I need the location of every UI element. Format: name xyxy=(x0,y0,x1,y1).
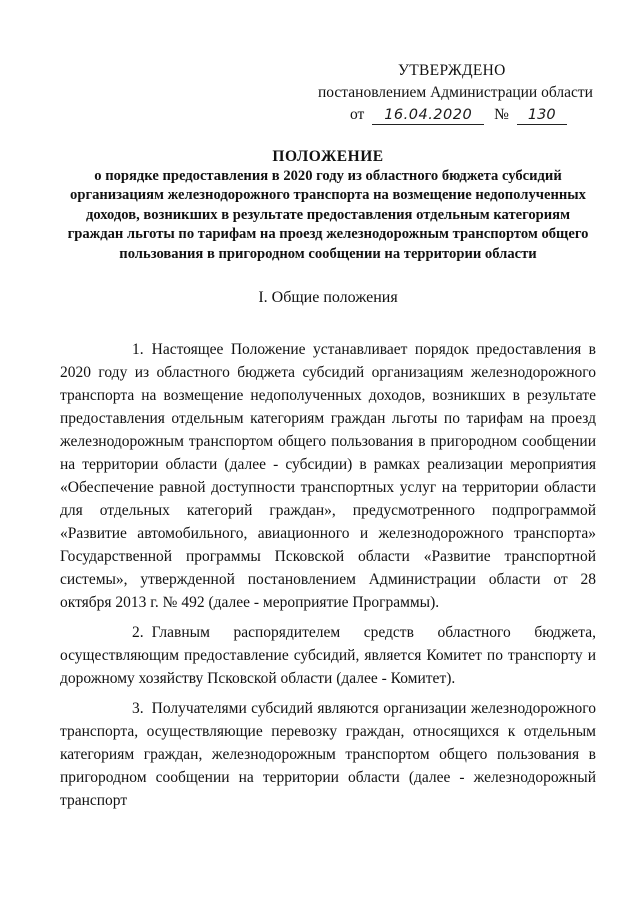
date-prefix: от xyxy=(350,106,365,123)
paragraph xyxy=(60,621,596,690)
paragraph xyxy=(60,697,596,812)
document-heading: ПОЛОЖЕНИЕ xyxy=(272,148,384,165)
paragraph-text: Настоящее Положение устанавливает порядок предоставления в 2020 году из областного бюджета субсидий организациям железнодорожного транспорта на возмещение недополученных доходов, возникших в результате предоставления отдельным категориям граждан льготы по тарифам на проезд железнодорожным транспортом общего пользования в пригородном сообщении на территории области (далее - субсидии) в рамках реализации мероприятия «Обеспечение равной доступности транспортных услуг на территории области для отдельных категорий граждан», предусмотренного подпрограммой «Развитие автомобильного, авиационного и железнодорожного транспорта» Государственной программы Псковской области «Развитие транспортной системы», утвержденной постановлением Администрации области от 28 октября 2013 г. № 492 (далее - мероприятие Программы). xyxy=(60,341,596,611)
paragraph-text: Главным распорядителем средств областного бюджета, осуществляющим предоставление субсидий, является Комитет по транспорту и дорожному хозяйству Псковской области (далее - Комитет). xyxy=(60,624,596,687)
paragraph-number: 2. xyxy=(132,624,144,641)
paragraph-number: 1. xyxy=(132,341,144,358)
handwritten-number: 130 xyxy=(517,106,567,125)
section-title: I. Общие положения xyxy=(258,289,398,306)
paragraph xyxy=(60,338,596,614)
handwritten-date: 16.04.2020 xyxy=(372,106,484,125)
document-subtitle: о порядке предоставления в 2020 году из областного бюджета субсидий организациям железнодорожного транспорта на возмещение недополученных доходов, возникших в результате предоставления отдельным категориям граждан льготы по тарифам на проезд железнодорожным транспортом общего пользования в пригородном сообщении на территории области xyxy=(67,167,589,262)
paragraph-number: 3. xyxy=(132,700,144,717)
approval-title: УТВЕРЖДЕНО xyxy=(398,62,506,79)
document-body xyxy=(60,338,596,812)
approval-date-row xyxy=(318,104,608,126)
approval-stamp xyxy=(318,60,608,126)
document-title xyxy=(60,147,596,264)
number-prefix: № xyxy=(494,106,509,123)
paragraph-text: Получателями субсидий являются организации железнодорожного транспорта, осуществляющие перевозку граждан, относящихся к отдельным категориям граждан, железнодорожным транспортом общего пользования в пригородном сообщении на территории области (далее - железнодорожный транспорт xyxy=(60,700,596,809)
approval-line: постановлением Администрации области xyxy=(318,84,593,101)
